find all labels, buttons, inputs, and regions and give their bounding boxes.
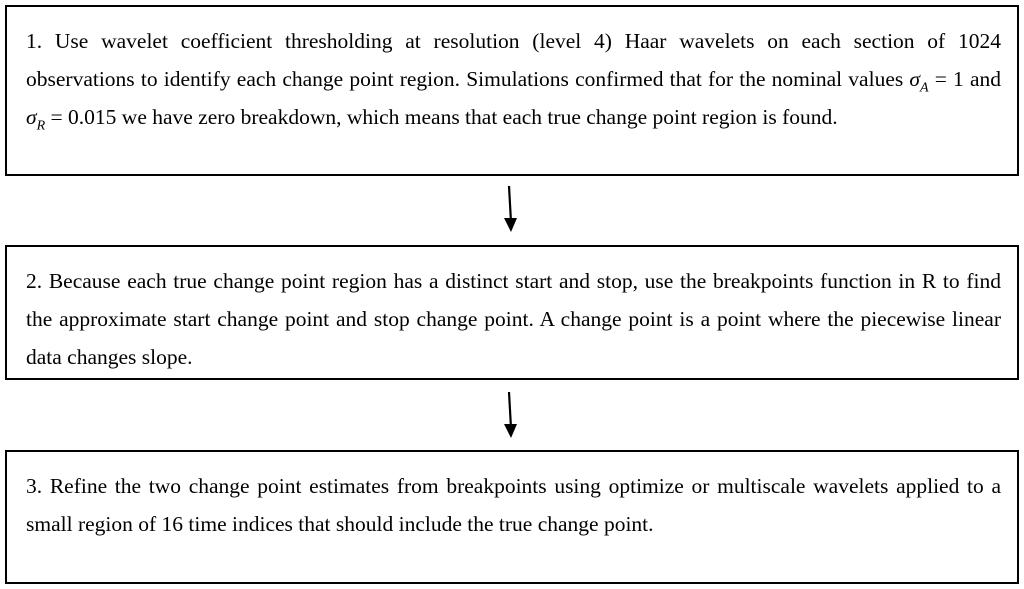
step-1-text-part3: = 0.015 we have zero breakdown, which means that each true change point region is found. bbox=[45, 105, 838, 129]
sigma-r-subscript: R bbox=[36, 118, 46, 134]
sigma-a-symbol bbox=[909, 67, 929, 96]
step-1-text-part1: 1. Use wavelet coefficient thresholding at resolution (level 4) Haar wavelets on each section of 1024 observations to identify each change point region. Simulations confirmed that for the nominal values bbox=[26, 29, 1001, 91]
sigma-r-symbol bbox=[26, 105, 46, 134]
sigma-a-subscript: A bbox=[920, 80, 929, 96]
step-3-text: 3. Refine the two change point estimates from breakpoints using optimize or multiscale wavelets applied to a small region of 16 time indices that should include the true change point. bbox=[26, 474, 1001, 536]
step-2-text: 2. Because each true change point region has a distinct start and stop, use the breakpoints function in R to find the approximate start change point and stop change point. A change point is a point where the piecewise linear data changes slope. bbox=[26, 269, 1001, 369]
arrow-down-icon bbox=[498, 184, 522, 234]
step-2-box bbox=[5, 245, 1019, 380]
sigma-r-letter: σ bbox=[26, 105, 37, 129]
sigma-a-letter: σ bbox=[909, 67, 921, 91]
arrow-down-icon bbox=[498, 390, 522, 440]
step-1-box bbox=[5, 5, 1019, 176]
step-1-text-part2: = 1 and bbox=[928, 67, 1001, 91]
step-3-box bbox=[5, 450, 1019, 584]
